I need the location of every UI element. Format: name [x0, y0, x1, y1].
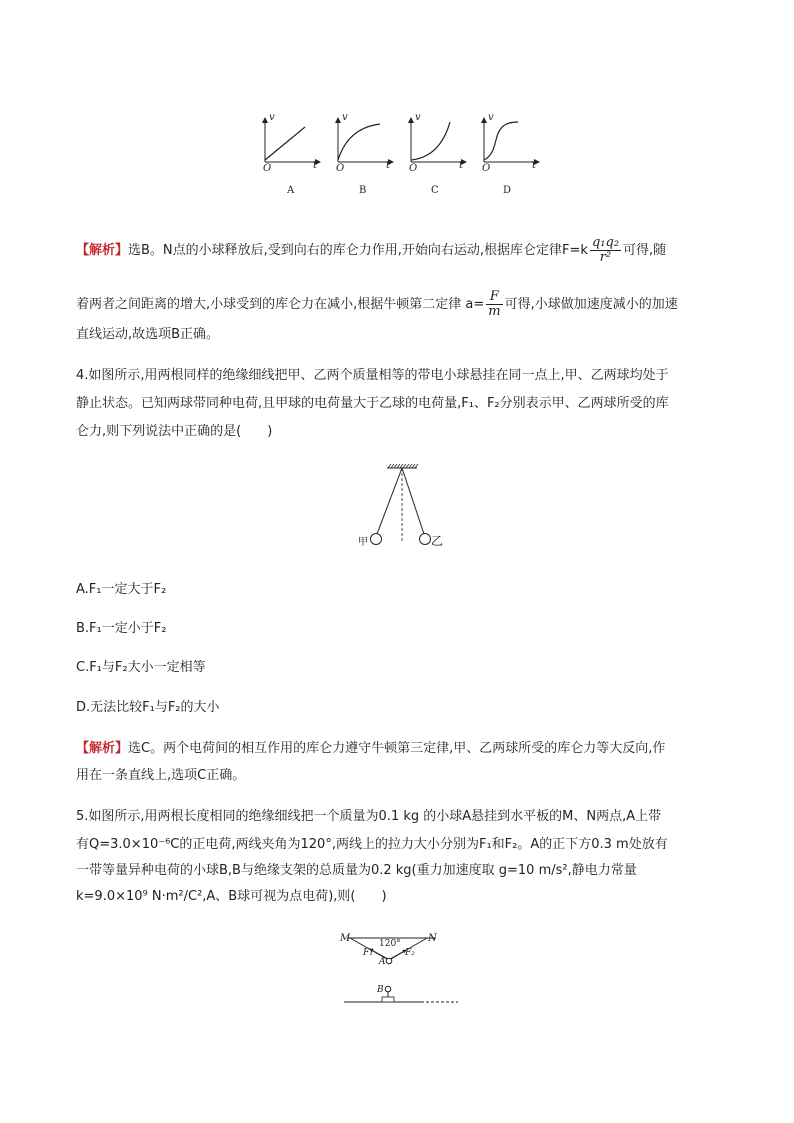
label-angle: 120°	[379, 939, 401, 949]
q4-analysis-tag: 【解析】	[76, 741, 129, 756]
graph-b-v-label: v	[342, 112, 348, 123]
q4-stem-line2: 静止状态。已知两球带同种电荷,且甲球的电荷量大于乙球的电荷量,F₁、F₂分别表示甲、乙两球所受的库	[76, 396, 669, 411]
graph-b-origin: O	[336, 163, 345, 174]
thread-right	[402, 468, 424, 534]
charge-suspension-figure	[340, 932, 464, 1008]
graph-b-curve	[338, 124, 380, 160]
vt-graphs-figure	[250, 112, 560, 198]
graph-a-label: A	[287, 185, 295, 196]
q4-stem-line3: 仑力,则下列说法中正确的是( )	[76, 424, 273, 439]
ball-a	[386, 958, 392, 964]
graph-c-v-label: v	[415, 112, 421, 123]
label-f2: F₂	[405, 948, 415, 958]
coulomb-fraction: $\frac{\text{q₁q₂}}{\text{r²}}$	[591, 235, 620, 265]
newton-fraction: $\frac{F}{m}$	[488, 289, 501, 319]
ball-yi	[420, 534, 431, 545]
ball-jia-label: 甲	[358, 537, 368, 548]
label-n: N	[428, 933, 437, 944]
graph-d-origin: O	[482, 163, 491, 174]
q3-analysis-line3: 直线运动,故选项B正确。	[76, 327, 220, 342]
q5-stem-line1: 5.如图所示,用两根长度相同的绝缘细线把一个质量为0.1 kg 的小球A悬挂到水平板的M、N两点,A上带	[76, 809, 662, 824]
q4-stem-line1: 4.如图所示,用两根同样的绝缘细线把甲、乙两个质量相等的带电小球悬挂在同一点上,甲、乙两球均处于	[76, 368, 669, 383]
graph-d-v-label: v	[488, 112, 494, 123]
graph-b-t-label: t	[386, 160, 391, 171]
graph-b	[338, 118, 393, 162]
label-b: B	[377, 985, 384, 995]
q4-option-d[interactable]: D.无法比较F₁与F₂的大小	[76, 700, 220, 715]
graph-a-v-label: v	[269, 112, 275, 123]
graph-b-label: B	[359, 185, 367, 196]
q3-analysis-tag: 【解析】	[76, 243, 129, 258]
graph-a	[265, 118, 320, 162]
q4-analysis-line2: 用在一条直线上,选项C正确。	[76, 768, 246, 783]
q3-analysis-line2: 着两者之间距离的增大,小球受到的库仑力在减小,根据牛顿第二定律 a= $\frac{F}{m}$ 可得,小球做加速度减小的加速	[76, 289, 678, 319]
thread-left	[377, 468, 402, 534]
q5-stem-line4: k=9.0×10⁹ N·m²/C²,A、B球可视为点电荷),则( )	[76, 889, 387, 904]
graph-c-curve	[411, 122, 450, 160]
ball-jia	[371, 534, 382, 545]
graph-d-curve	[484, 122, 518, 160]
graph-c	[411, 118, 466, 162]
q4-option-b[interactable]: B.F₁一定小于F₂	[76, 621, 167, 636]
q4-option-c[interactable]: C.F₁与F₂大小一定相等	[76, 660, 206, 675]
stand-b	[382, 997, 394, 1002]
q3-analysis-line1: 【解析】选B。N点的小球释放后,受到向右的库仑力作用,开始向右运动,根据库仑定律F=k $\frac{\text{q₁q₂}}{\text{r²}}$ 可得,随	[76, 235, 667, 265]
q4-option-a[interactable]: A.F₁一定大于F₂	[76, 582, 167, 597]
graph-d-label: D	[503, 185, 512, 196]
q5-stem-line2: 有Q=3.0×10⁻⁶C的正电荷,两线夹角为120°,两线上的拉力大小分别为F₁和F₂。A的正下方0.3 m处放有	[76, 837, 668, 852]
graph-c-label: C	[431, 185, 439, 196]
graph-c-t-label: t	[459, 160, 464, 171]
graph-a-curve	[265, 127, 305, 160]
q4-analysis-line1: 【解析】选C。两个电荷间的相互作用的库仑力遵守牛顿第三定律,甲、乙两球所受的库仑力等大反向,作	[76, 741, 666, 756]
label-f1: F₁	[363, 948, 373, 958]
graph-d	[484, 118, 539, 162]
label-m: M	[340, 933, 351, 944]
ball-b	[385, 986, 391, 992]
graph-c-origin: O	[409, 163, 418, 174]
graph-d-t-label: t	[532, 160, 537, 171]
label-a: A	[379, 957, 386, 967]
graph-a-origin: O	[263, 163, 272, 174]
q5-stem-line3: 一带等量异种电荷的小球B,B与绝缘支架的总质量为0.2 kg(重力加速度取 g=10 m/s²,静电力常量	[76, 863, 637, 878]
graph-a-t-label: t	[313, 160, 318, 171]
ball-yi-label: 乙	[431, 534, 444, 548]
